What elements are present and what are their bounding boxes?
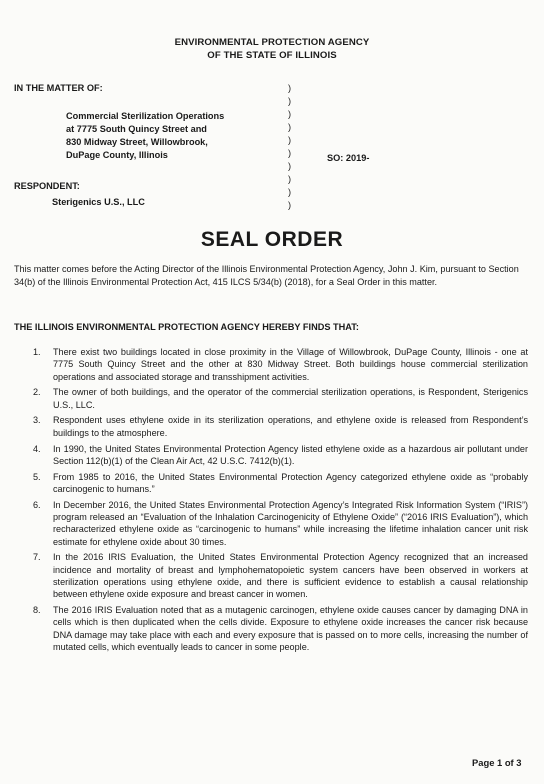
paren: ) (288, 83, 292, 93)
document-title: SEAL ORDER (200, 228, 344, 251)
finding-text: The owner of both buildings, and the operator of the commercial sterilization operations, is Respondent, Sterigenics U.S., LLC. (53, 387, 528, 410)
paren: ) (288, 161, 292, 171)
finding-text: Respondent uses ethylene oxide in its sterilization operations, and ethylene oxide is released from Respondent’s buildings to the atmosphere. (53, 415, 528, 438)
agency-line-2: OF THE STATE OF ILLINOIS (207, 50, 337, 61)
finding-number: 8. (33, 605, 41, 616)
finding-item (0, 499, 544, 548)
finding-text: In 1990, the United States Environmental Protection Agency listed ethylene oxide as a hazardous air pollutant under Section 112(b)(1) of the Clean Air Act, 42 U.S.C. 7412(b)(1). (53, 443, 528, 466)
finding-item (0, 551, 544, 600)
finding-text: The 2016 IRIS Evaluation noted that as a mutagenic carcinogen, ethylene oxide causes cancer by damaging DNA in cells which is then duplicated when the cells divide. Exposure to ethylene oxide increases the cancer risk because DNA damage may take place with each and every exposure that is passed on to more cells, increasing the number of mutated cells, which eventually leads to cancer in some people. (53, 605, 528, 653)
finding-text: From 1985 to 2016, the United States Environmental Protection Agency categorized ethylene oxide as “probably carcinogenic to humans.” (53, 471, 528, 494)
finding-item (0, 604, 544, 653)
finding-text: In December 2016, the United States Environmental Protection Agency’s Integrated Risk Information System (“IRIS”) program released an “Evaluation of the Inhalation Carcinogenicity of Ethylene Oxide” (“2016 IRIS Evaluation”), which recharacterized ethylene oxide as “carcinogenic to humans” while increasing the lifetime inhalation cancer unit risk estimate for ethylene oxide about 30 times. (53, 499, 528, 547)
respondent-name: Sterigenics U.S., LLC (52, 197, 145, 207)
finding-item (0, 414, 544, 439)
finding-item (0, 443, 544, 468)
page-number: Page 1 of 3 (472, 757, 522, 768)
paren: ) (288, 122, 292, 132)
finding-number: 3. (33, 415, 41, 426)
findings-heading: THE ILLINOIS ENVIRONMENTAL PROTECTION AGENCY HEREBY FINDS THAT: (14, 322, 359, 332)
paren: ) (288, 174, 292, 184)
finding-number: 4. (33, 443, 41, 454)
paren: ) (288, 200, 292, 210)
matter-line: 830 Midway Street, Willowbrook, (66, 137, 208, 147)
agency-line-1: ENVIRONMENTAL PROTECTION AGENCY (174, 37, 370, 48)
paren: ) (288, 187, 292, 197)
finding-item (0, 471, 544, 496)
intro-paragraph: This matter comes before the Acting Director of the Illinois Environmental Protection Agency, John J. Kim, pursuant to Section 34(b) of the Illinois Environmental Protection Act, 415 ILCS 5/34(b) (2018), for a Seal Order in this matter. (14, 264, 519, 287)
paren: ) (288, 148, 292, 158)
finding-number: 6. (33, 499, 41, 510)
finding-number: 2. (33, 387, 41, 398)
respondent-label: RESPONDENT: (14, 181, 80, 191)
finding-item (0, 386, 544, 411)
paren: ) (288, 109, 292, 119)
finding-number: 7. (33, 552, 41, 563)
matter-description (66, 110, 224, 162)
matter-line: Commercial Sterilization Operations (66, 111, 225, 121)
finding-number: 5. (33, 471, 41, 482)
finding-text: In the 2016 IRIS Evaluation, the United States Environmental Protection Agency recognized that an increased incidence and mortality of breast and lymphohematopoietic system cancers have been observed in workers at sterilization operations using ethylene oxide, and there is sufficient evidence to establish a causal relationship between ethylene oxide exposure and breast cancer in women. (53, 552, 528, 600)
matter-label: IN THE MATTER OF: (14, 83, 103, 93)
matter-line: at 7775 South Quincy Street and (66, 124, 207, 134)
paren: ) (288, 135, 292, 145)
case-number: SO: 2019- (327, 153, 370, 163)
finding-text: There exist two buildings located in close proximity in the Village of Willowbrook, DuPage County, Illinois - one at 7775 South Quincy Street and the other at 830 Midway Street. Both buildings house commercial sterilization operations and associated storage and transshipment activities. (53, 347, 528, 382)
findings-list (0, 346, 544, 657)
paren: ) (288, 96, 292, 106)
finding-item (0, 346, 544, 383)
agency-header (0, 36, 544, 62)
caption-parentheses (288, 82, 296, 212)
matter-line: DuPage County, Illinois (66, 150, 168, 160)
finding-number: 1. (33, 347, 41, 357)
